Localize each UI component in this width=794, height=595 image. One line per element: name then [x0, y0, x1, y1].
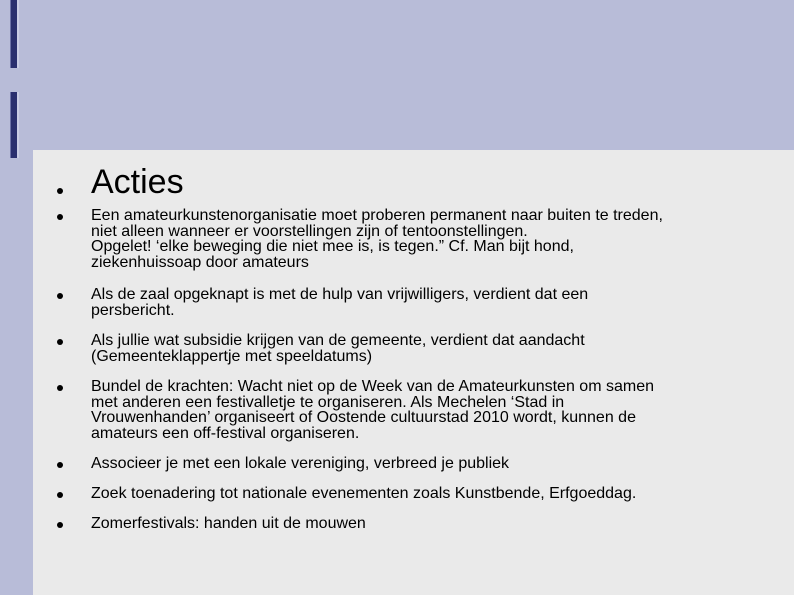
bullet-text: Als jullie wat subsidie krijgen van de gemeente, verdient dat aandacht (Gemeenteklappertje met speeldatums): [91, 332, 585, 365]
bullet-text: Zomerfestivals: handen uit de mouwen: [91, 515, 366, 532]
bullet-text: Een amateurkunstenorganisatie moet proberen permanent naar buiten te treden, niet alleen wanneer er voorstellingen zijn of tentoonstellingen. Opgelet! ‘elke beweging die niet mee is, is tegen.” Cf. Man bijt hond, ziekenhuissoap door amateurs: [91, 207, 663, 271]
bullet-text: Associeer je met een lokale vereniging, verbreed je publiek: [91, 455, 510, 472]
bullet-dot: [57, 385, 63, 391]
bullet-dot: [57, 188, 63, 194]
bullet-text: Bundel de krachten: Wacht niet op de Week van de Amateurkunsten om samen met anderen een festivalletje te organiseren. Als Mechelen ‘Stad in Vrouwenhanden’ organiseert of Oostende cultuurstad 2010 wordt, kunnen de amateurs een off-festival organiseren.: [91, 378, 654, 442]
slide-decoration-bar-top: [10, 0, 19, 68]
bullet-dot: [57, 214, 63, 220]
slide-title: Acties: [91, 163, 184, 201]
bullet-dot: [57, 522, 63, 528]
slide-content-panel: [33, 150, 794, 595]
bullet-text: Als de zaal opgeknapt is met de hulp van vrijwilligers, verdient dat een persbericht.: [91, 286, 589, 319]
slide-decoration-bar-middle: [10, 92, 19, 158]
bullet-dot: [57, 492, 63, 498]
bullet-dot: [57, 462, 63, 468]
bullet-text: Zoek toenadering tot nationale evenementen zoals Kunstbende, Erfgoeddag.: [91, 485, 637, 502]
bullet-dot: [57, 293, 63, 299]
bullet-dot: [57, 339, 63, 345]
